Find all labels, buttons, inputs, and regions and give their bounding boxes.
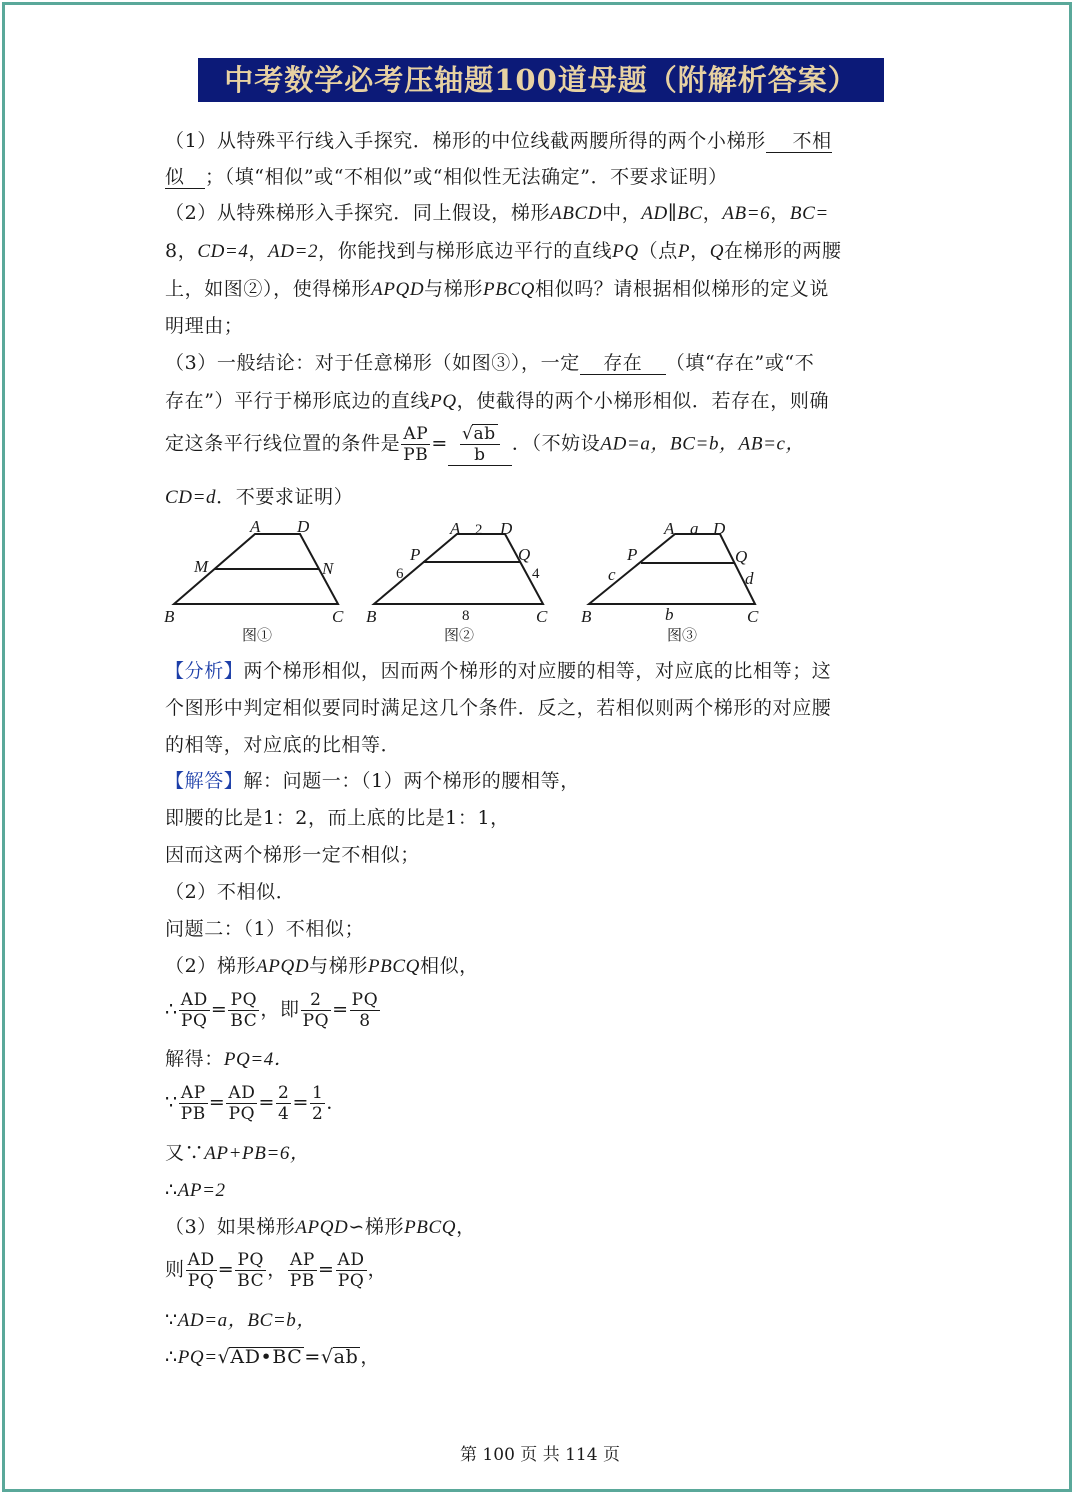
fig3-label-a-length: a <box>690 519 699 538</box>
solution-line5: 问题二：（1）不相似； <box>165 918 365 940</box>
solution-line15: ∴PQ=√AD•BC =√ab ， <box>165 1346 380 1368</box>
fig1-label-a: A <box>250 517 261 536</box>
solution-line10: 又∵AP+PB=6， <box>165 1142 310 1164</box>
q3-line4: CD=d．不要求证明） <box>165 486 354 508</box>
fig2-label-b: B <box>366 607 377 626</box>
fig2-label-a: A <box>450 519 461 538</box>
fig2-label-4: 4 <box>532 566 540 582</box>
fig3-label-a: A <box>664 519 675 538</box>
fig1-caption: 图① <box>242 628 273 644</box>
fig3-label-d: D <box>713 519 726 538</box>
analysis-line1: 【分析】两个梯形相似，因而两个梯形的对应腰的相等，对应底的比相等；这 <box>165 660 832 682</box>
fig2-label-c: C <box>536 607 548 626</box>
q1-answer-part2: 似 <box>165 166 205 189</box>
figure-1 <box>160 512 350 647</box>
fig2-caption: 图② <box>444 628 475 644</box>
solution-line14: ∵AD=a，BC=b， <box>165 1309 316 1331</box>
frac-ap-pb: $\frac{AP}{PB}$ <box>403 424 429 465</box>
solution-line13: 则 $\frac{AD}{PQ}$ = $\frac{PQ}{BC}$ ， $\frac{AP}{PB}$ = $\frac{AD}{PQ}$ ， <box>165 1250 388 1291</box>
solution-line6: （2）梯形APQD与梯形PBCQ相似， <box>165 955 479 977</box>
solution-line11: ∴AP=2 <box>165 1179 226 1201</box>
fig3-label-p: P <box>627 545 638 564</box>
fig1-label-b: B <box>164 607 175 626</box>
solution-line4: （2）不相似． <box>165 881 296 903</box>
fig3-label-b-length: b <box>665 605 674 624</box>
fig2-label-2: 2 <box>475 522 483 538</box>
q3-line2: 存在”）平行于梯形底边的直线PQ，使截得的两个小梯形相似．若存在，则确 <box>165 390 830 412</box>
figure-3 <box>575 512 775 647</box>
fig3-label-d-length: d <box>745 569 754 588</box>
analysis-tag: 【分析】 <box>165 660 244 682</box>
fig2-label-6: 6 <box>396 566 404 582</box>
solution-line8: 解得：PQ=4． <box>165 1048 294 1070</box>
solution-line12: （3）如果梯形APQD∽梯形PBCQ， <box>165 1216 476 1238</box>
fig2-label-d: D <box>500 519 513 538</box>
q2-line3: 上，如图②），使得梯形APQD与梯形PBCQ相似吗？请根据相似梯形的定义说 <box>165 278 830 300</box>
analysis-line2: 个图形中判定相似要同时满足这几个条件．反之，若相似则两个梯形的对应腰 <box>165 697 832 719</box>
fig1-label-m: M <box>194 557 209 576</box>
q3-line3: 定这条平行线位置的条件是 $\frac{AP}{PB}$ = $\frac{√ab}{b}$ ．（不妨设AD=a，BC=b，AB=c， <box>165 424 806 465</box>
fig2-label-p: P <box>410 545 421 564</box>
q2-line1: （2）从特殊梯形入手探究．同上假设，梯形ABCD中，AD∥BC，AB=6，BC= <box>165 202 829 224</box>
q1-line1: （1）从特殊平行线入手探究．梯形的中位线截两腰所得的两个小梯形 不相 <box>165 130 832 152</box>
fig1-label-n: N <box>322 559 334 578</box>
fig2-label-q: Q <box>518 545 531 564</box>
fig1-label-d: D <box>297 517 310 536</box>
fig3-label-b: B <box>581 607 592 626</box>
solution-line2: 即腰的比是1：2，而上底的比是1：1， <box>165 807 510 829</box>
q1-line2: 似 ；（填“相似”或“不相似”或“相似性无法确定”．不要求证明） <box>165 166 728 188</box>
q2-line2: 8，CD=4，AD=2，你能找到与梯形底边平行的直线PQ（点P，Q在梯形的两腰 <box>165 240 842 262</box>
q3-answer-expr: $\frac{√ab}{b}$ <box>448 424 512 466</box>
fig1-label-c: C <box>332 607 344 626</box>
q2-line4: 明理由； <box>165 315 244 337</box>
fig3-label-c: C <box>747 607 759 626</box>
fig3-label-q: Q <box>735 547 748 566</box>
analysis-line3: 的相等，对应底的比相等． <box>165 734 401 756</box>
page-title: 中考数学必考压轴题100道母题（附解析答案） <box>198 58 884 102</box>
fig3-caption: 图③ <box>667 628 698 644</box>
solution-line9: ∵ $\frac{AP}{PB}$ = $\frac{AD}{PQ}$ = $\frac{2}{4}$ = $\frac{1}{2}$ ． <box>165 1083 346 1124</box>
solution-tag: 【解答】 <box>165 770 244 792</box>
solution-line3: 因而这两个梯形一定不相似； <box>165 844 420 866</box>
q3-line1: （3）一般结论：对于任意梯形（如图③），一定 存在 （填“存在”或“不 <box>165 352 815 374</box>
fig2-label-8: 8 <box>462 608 470 624</box>
solution-line1: 【解答】解：问题一：（1）两个梯形的腰相等， <box>165 770 580 792</box>
fig3-label-c-length: c <box>608 565 616 584</box>
q1-answer-part1: 不相 <box>766 130 832 153</box>
q3-answer: 存在 <box>580 352 666 375</box>
solution-line7: ∴ $\frac{AD}{PQ}$ = $\frac{PQ}{BC}$ ，即 $\frac{2}{PQ}$ = $\frac{PQ}{8}$ <box>165 990 379 1031</box>
page-footer: 第 100 页 共 114 页 <box>460 1445 620 1465</box>
figure-2 <box>360 512 560 647</box>
